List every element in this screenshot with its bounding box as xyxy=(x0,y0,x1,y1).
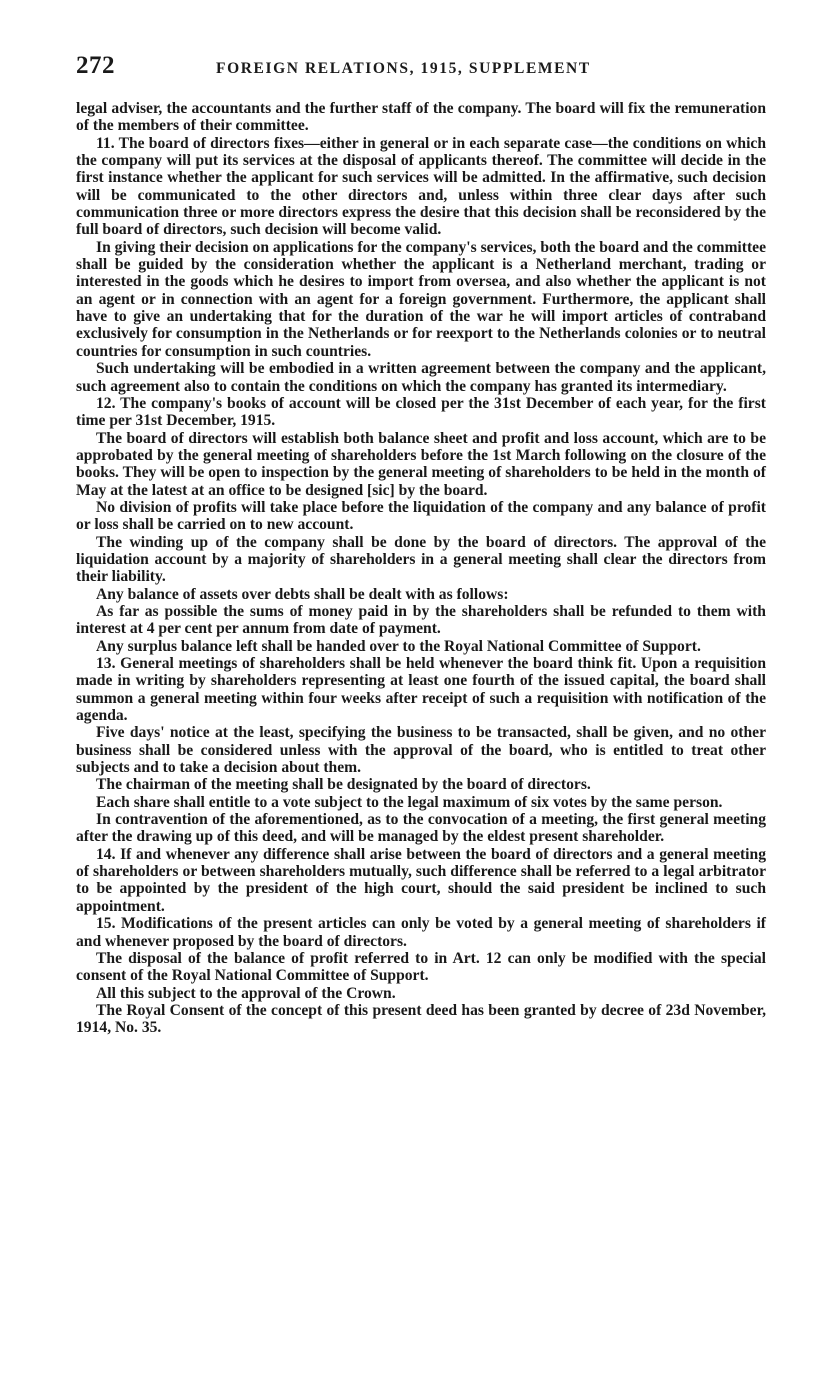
paragraph: legal adviser, the accountants and the further staff of the company. The board will fix the remuneration of the members of their committee. xyxy=(76,100,766,135)
paragraph: 14. If and whenever any difference shall arise between the board of directors and a general meeting of shareholders or between shareholders mutually, such difference shall be referred to a legal arbitrator to be appointed by the president of the high court, should the said president be inclined to such appointment. xyxy=(76,845,766,915)
paragraph: 11. The board of directors fixes—either in general or in each separate case—the conditions on which the company will put its services at the disposal of applicants thereof. The committee will decide in the first instance whether the applicant for such services will be admitted. In the affirmative, such decision will be communicated to the other directors and, unless within three clear days after such communication three or more directors express the desire that this decision shall be reconsidered by the full board of directors, such decision will become valid. xyxy=(76,134,766,239)
paragraph: Each share shall entitle to a vote subject to the legal maximum of six votes by the same person. xyxy=(96,793,723,811)
paragraph: Any surplus balance left shall be handed over to the Royal National Committee of Support. xyxy=(96,637,701,655)
paragraph: Any balance of assets over debts shall be dealt with as follows: xyxy=(96,585,509,603)
paragraph: The board of directors will establish both balance sheet and profit and loss account, which are to be approbated by the general meeting of shareholders before the 1st March following on the closure of the books. They will be open to inspection by the general meeting of shareholders to be held in the month of May at the latest at an office to be designed [sic] by the board. xyxy=(76,429,766,499)
paragraph: As far as possible the sums of money paid in by the shareholders shall be refunded to them with interest at 4 per cent per annum from date of payment. xyxy=(76,602,766,638)
document-body xyxy=(76,100,766,1037)
page-header xyxy=(76,52,766,100)
paragraph: No division of profits will take place before the liquidation of the company and any balance of profit or loss shall be carried on to new account. xyxy=(76,498,766,534)
paragraph: 13. General meetings of shareholders shall be held whenever the board think fit. Upon a requisition made in writing by shareholders representing at least one fourth of the issued capital, the board shall summon a general meeting within four weeks after receipt of such a requisition with notification of the agenda. xyxy=(76,655,766,725)
paragraph: The winding up of the company shall be done by the board of directors. The approval of the liquidation account by a majority of shareholders in a general meeting shall clear the directors from their liability. xyxy=(76,533,766,586)
paragraph: 15. Modifications of the present articles can only be voted by a general meeting of shareholders if and whenever proposed by the board of directors. xyxy=(76,915,766,950)
running-title: FOREIGN RELATIONS, 1915, SUPPLEMENT xyxy=(216,60,591,77)
document-page xyxy=(76,52,766,1037)
paragraph: The chairman of the meeting shall be designated by the board of directors. xyxy=(96,776,591,794)
paragraph: All this subject to the approval of the Crown. xyxy=(96,984,396,1002)
paragraph: Such undertaking will be embodied in a written agreement between the company and the applicant, such agreement also to contain the conditions on which the company has granted its intermediary. xyxy=(76,360,766,395)
paragraph: In contravention of the aforementioned, as to the convocation of a meeting, the first general meeting after the drawing up of this deed, and will be managed by the eldest present shareholder. xyxy=(76,811,766,846)
paragraph: In giving their decision on applications for the company's services, both the board and the committee shall be guided by the consideration whether the applicant is a Netherland merchant, trading or interested in the goods which he desires to import from oversea, and also whether the applicant is not an agent or in connection with an agent for a foreign government. Furthermore, the applicant shall have to give an undertaking that for the duration of the war he will import articles of contraband exclusively for consumption in the Netherlands or for reexport to the Netherlands colonies or to neutral countries for consumption in such countries. xyxy=(76,238,766,360)
page-number: 272 xyxy=(76,52,115,79)
paragraph: The disposal of the balance of profit referred to in Art. 12 can only be modified with the special consent of the Royal National Committee of Support. xyxy=(76,949,766,985)
paragraph: 12. The company's books of account will be closed per the 31st December of each year, for the first time per 31st December, 1915. xyxy=(76,394,766,430)
paragraph: The Royal Consent of the concept of this present deed has been granted by decree of 23d November, 1914, No. 35. xyxy=(76,1001,766,1037)
paragraph: Five days' notice at the least, specifying the business to be transacted, shall be given, and no other business shall be considered unless with the approval of the board, who is entitled to treat other subjects and to take a decision about them. xyxy=(76,724,766,777)
